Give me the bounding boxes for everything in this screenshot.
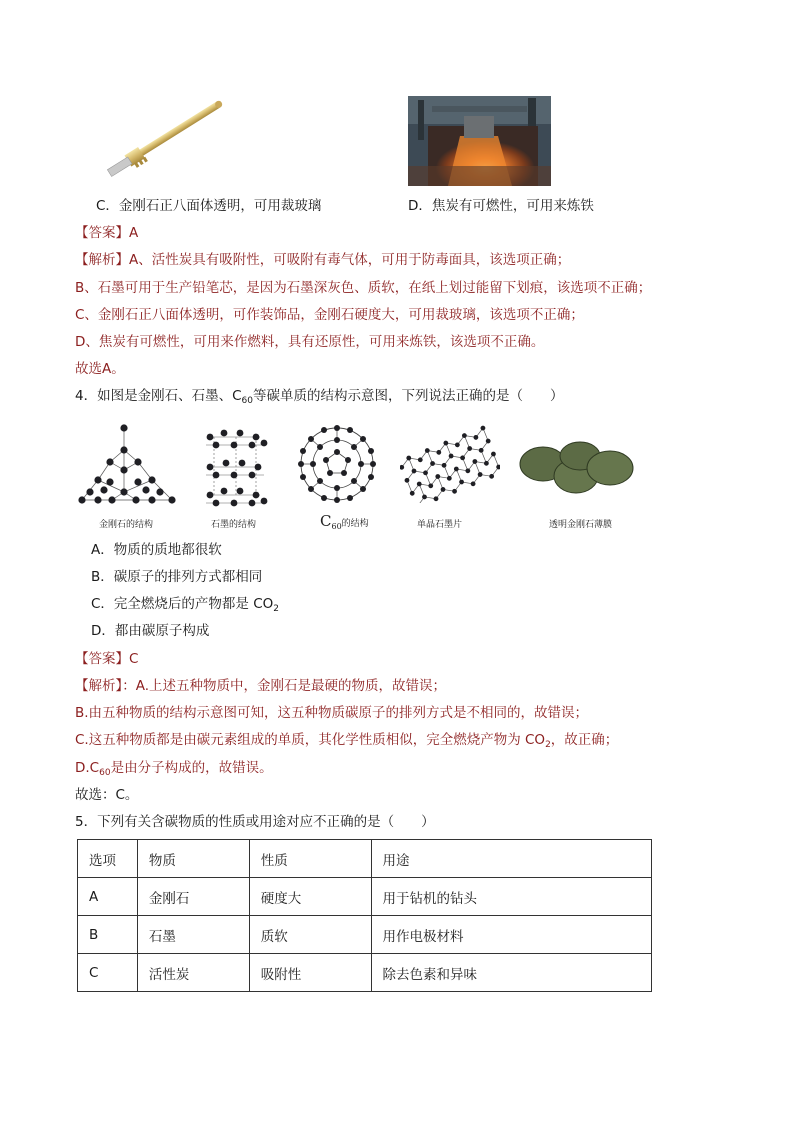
analysis-d-text: D.C	[75, 760, 100, 776]
q4-option-c-text: C．完全燃烧后的产物都是 CO	[91, 596, 274, 612]
analysis-label: 【解析】	[75, 252, 129, 268]
q4-analysis-d	[75, 759, 273, 777]
q3-analysis-c: C、金刚石正八面体透明，可作装饰品，金刚石硬度大，可用裁玻璃，该选项不正确；	[75, 307, 584, 323]
q4-stem	[75, 387, 563, 405]
q4-option-a: A．物质的质地都很软	[91, 542, 222, 558]
q4-analysis-a	[75, 677, 446, 695]
table-cell: 除去色素和异味	[371, 954, 651, 992]
table-cell: 用作电极材料	[371, 916, 651, 954]
table-cell: 金刚石	[137, 878, 249, 916]
q4-stem-text-2: 等碳单质的结构示意图，下列说法正确的是（ ）	[252, 388, 564, 404]
graphene-structure-figure	[400, 425, 500, 503]
table-row	[78, 954, 652, 992]
q5-table	[77, 839, 652, 992]
analysis-c-subscript: 2	[545, 740, 551, 750]
table-header-cell: 性质	[249, 840, 371, 878]
q4-option-c-subscript: 2	[273, 604, 280, 614]
caption-diamond: 金刚石的结构	[99, 520, 154, 530]
table-row	[78, 878, 652, 916]
analysis-text: A、活性炭具有吸附性，可吸附有毒气体，可用于防毒面具，该选项正确；	[129, 252, 571, 268]
table-cell: 吸附性	[249, 954, 371, 992]
caption-c60-letter: C	[320, 512, 332, 530]
c60-structure-figure	[296, 422, 378, 506]
caption-film: 透明金刚石薄膜	[549, 520, 613, 530]
caption-c60-subscript: 60	[331, 522, 342, 531]
q4-answer	[75, 650, 138, 668]
q4-analysis-c	[75, 731, 618, 749]
table-row	[78, 916, 652, 954]
table-header-cell: 用途	[371, 840, 651, 878]
caption-graphite: 石墨的结构	[211, 520, 257, 530]
table-header-row	[78, 840, 652, 878]
table-cell: 活性炭	[137, 954, 249, 992]
q3-answer	[75, 224, 138, 242]
q4-analysis-b: B.由五种物质的结构示意图可知，这五种物质碳原子的排列方式是不相同的，故错误；	[75, 705, 589, 721]
q4-stem-text: 4．如图是金刚石、石墨、C	[75, 388, 242, 404]
answer-label: 【答案】	[75, 651, 129, 667]
answer-value: A	[129, 225, 139, 241]
q3-analysis-b: B、石墨可用于生产铅笔芯，是因为石墨深灰色、质软，在纸上划过能留下划痕，该选项不正确；	[75, 280, 652, 296]
table-header-cell: 选项	[78, 840, 138, 878]
diamond-film-figure	[518, 440, 636, 502]
q3-conclusion: 故选A。	[75, 361, 125, 377]
q3-option-c: C．金刚石正八面体透明，可用裁玻璃	[96, 198, 322, 214]
answer-label: 【答案】	[75, 225, 129, 241]
caption-c60-text: 的结构	[341, 519, 369, 529]
analysis-d-subscript: 60	[99, 768, 111, 778]
q4-conclusion: 故选：C。	[75, 787, 139, 803]
analysis-d-text-2: 是由分子构成的，故错误。	[110, 760, 273, 776]
q5-stem: 5．下列有关含碳物质的性质或用途对应不正确的是（ ）	[75, 814, 435, 830]
analysis-label: 【解析】	[75, 678, 123, 694]
q4-option-c	[91, 595, 279, 613]
answer-value: C	[129, 651, 139, 667]
analysis-text: ：A.上述五种物质中，金刚石是最硬的物质，故错误；	[122, 678, 447, 694]
caption-graphene: 单晶石墨片	[417, 520, 463, 530]
analysis-c-text-2: ，故正确；	[550, 732, 619, 748]
furnace-image	[408, 96, 551, 186]
q4-option-d: D．都由碳原子构成	[91, 623, 210, 639]
q4-option-b: B．碳原子的排列方式都相同	[91, 569, 263, 585]
table-cell: 石墨	[137, 916, 249, 954]
table-cell: 质软	[249, 916, 371, 954]
q3-option-d: D．焦炭有可燃性，可用来炼铁	[408, 198, 594, 214]
table-cell: B	[78, 916, 138, 954]
table-header-cell: 物质	[137, 840, 249, 878]
q3-analysis-d: D、焦炭有可燃性，可用来作燃料，具有还原性，可用来炼铁，该选项不正确。	[75, 334, 545, 350]
table-cell: 硬度大	[249, 878, 371, 916]
analysis-c-text: C.这五种物质都是由碳元素组成的单质，其化学性质相似，完全燃烧产物为 CO	[75, 732, 546, 748]
table-cell: C	[78, 954, 138, 992]
q4-stem-subscript: 60	[241, 396, 253, 406]
graphite-structure-figure	[200, 425, 270, 510]
caption-c60	[320, 511, 369, 530]
table-cell: A	[78, 878, 138, 916]
diamond-structure-figure	[72, 420, 182, 510]
glass-cutter-image	[96, 98, 236, 180]
q3-analysis-a	[75, 251, 570, 269]
table-cell: 用于钻机的钻头	[371, 878, 651, 916]
